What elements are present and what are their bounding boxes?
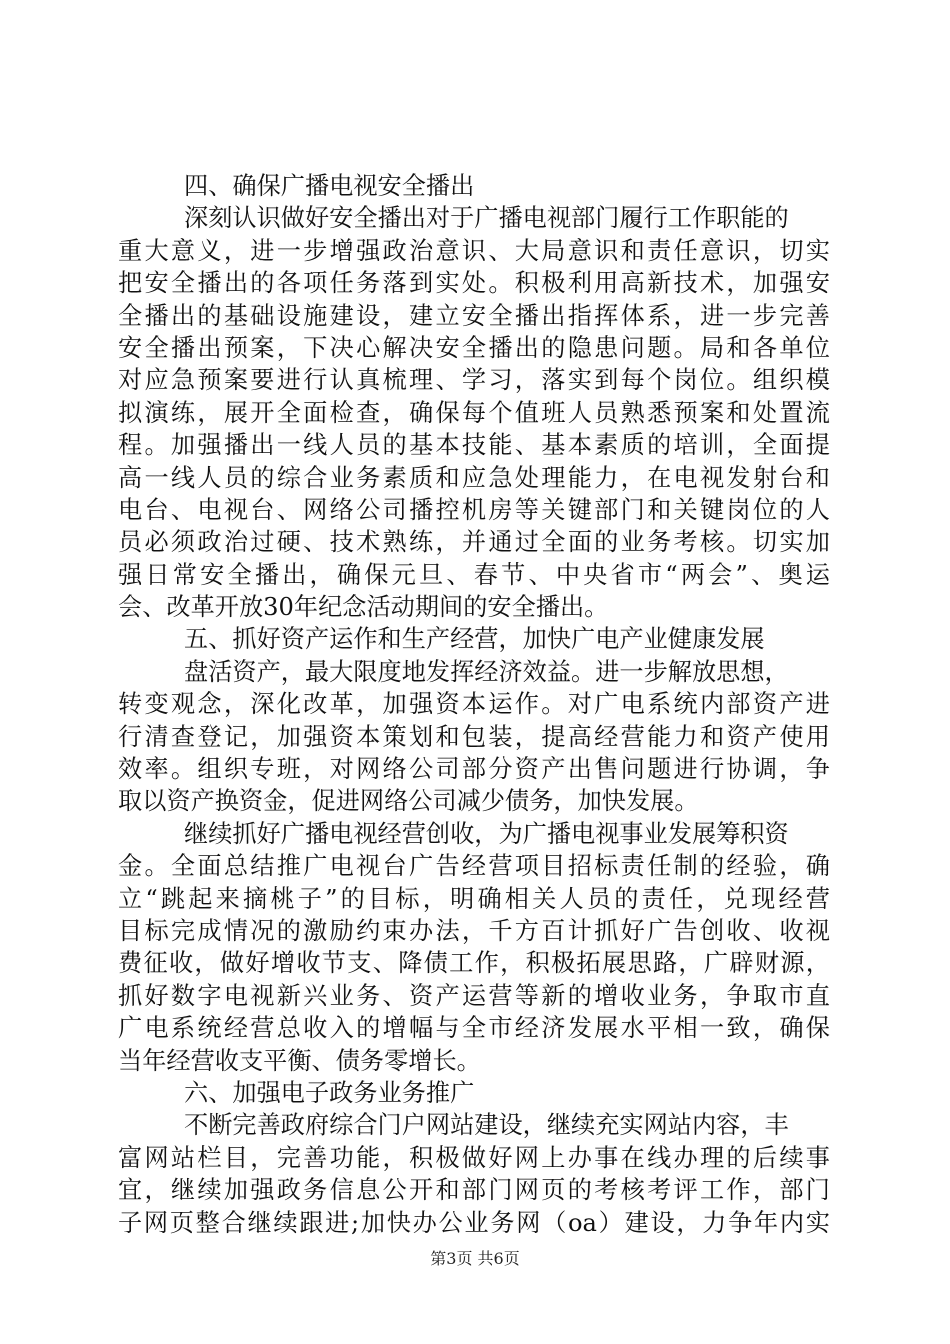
paragraph-line: 广电系统经营总收入的增幅与全市经济发展水平相一致，确保 [118, 1014, 830, 1043]
paragraph-line: 会、改革开放30年纪念活动期间的安全播出。 [118, 593, 609, 622]
paragraph-line: 费征收，做好增收节支、降债工作，积极拓展思路，广辟财源， [118, 949, 830, 978]
document-body [118, 170, 830, 1239]
paragraph-line: 继续抓好广播电视经营创收，为广播电视事业发展筹积资 [184, 819, 789, 848]
paragraph-line: 行清查登记，加强资本策划和包装，提高经营能力和资产使用 [118, 722, 830, 751]
paragraph-line: 取以资产换资金，促进网络公司减少债务，加快发展。 [118, 787, 699, 816]
paragraph-line: 把安全播出的各项任务落到实处。积极利用高新技术，加强安 [118, 269, 830, 298]
section-heading-6: 六、加强电子政务业务推广 [184, 1078, 475, 1107]
paragraph-line: 拟演练，展开全面检查，确保每个值班人员熟悉预案和处置流 [118, 398, 830, 427]
paragraph-line: 强日常安全播出，确保元旦、春节、中央省市“两会”、奥运 [118, 560, 830, 589]
paragraph-line: 金。全面总结推广电视台广告经营项目招标责任制的经验，确 [118, 852, 830, 881]
paragraph-line: 对应急预案要进行认真梳理、学习，落实到每个岗位。组织模 [118, 366, 830, 395]
paragraph-line: 高一线人员的综合业务素质和应急处理能力，在电视发射台和 [118, 463, 830, 492]
paragraph-line: 全播出的基础设施建设，建立安全播出指挥体系，进一步完善 [118, 301, 830, 330]
paragraph-line: 立“跳起来摘桃子”的目标，明确相关人员的责任，兑现经营 [118, 884, 830, 913]
paragraph-line: 盘活资产，最大限度地发挥经济效益。进一步解放思想， [184, 657, 789, 686]
page-footer: 第3页 共6页 [430, 1249, 520, 1268]
section-heading-5: 五、抓好资产运作和生产经营，加快广电产业健康发展 [184, 625, 765, 654]
paragraph-line: 安全播出预案，下决心解决安全播出的隐患问题。局和各单位 [118, 333, 830, 362]
paragraph-line: 重大意义，进一步增强政治意识、大局意识和责任意识，切实 [118, 236, 830, 265]
paragraph-line: 不断完善政府综合门户网站建设，继续充实网站内容，丰 [184, 1111, 789, 1140]
paragraph-line: 深刻认识做好安全播出对于广播电视部门履行工作职能的 [184, 204, 789, 233]
paragraph-line: 转变观念，深化改革，加强资本运作。对广电系统内部资产进 [118, 690, 830, 719]
paragraph-line: 效率。组织专班，对网络公司部分资产出售问题进行协调，争 [118, 755, 830, 784]
paragraph-line: 电台、电视台、网络公司播控机房等关键部门和关键岗位的人 [118, 495, 830, 524]
paragraph-line: 富网站栏目，完善功能，积极做好网上办事在线办理的后续事 [118, 1143, 830, 1172]
paragraph-line: 员必须政治过硬、技术熟练，并通过全面的业务考核。切实加 [118, 528, 830, 557]
paragraph-line: 宜，继续加强政务信息公开和部门网页的考核考评工作，部门 [118, 1176, 830, 1205]
paragraph-line: 当年经营收支平衡、债务零增长。 [118, 1046, 481, 1075]
paragraph-line: 程。加强播出一线人员的基本技能、基本素质的培训，全面提 [118, 431, 830, 460]
paragraph-line: 子网页整合继续跟进;加快办公业务网（oa）建设，力争年内实 [118, 1208, 830, 1237]
paragraph-line: 目标完成情况的激励约束办法，千方百计抓好广告创收、收视 [118, 916, 830, 945]
section-heading-4: 四、确保广播电视安全播出 [184, 172, 475, 200]
paragraph-line: 抓好数字电视新兴业务、资产运营等新的增收业务，争取市直 [118, 981, 830, 1010]
